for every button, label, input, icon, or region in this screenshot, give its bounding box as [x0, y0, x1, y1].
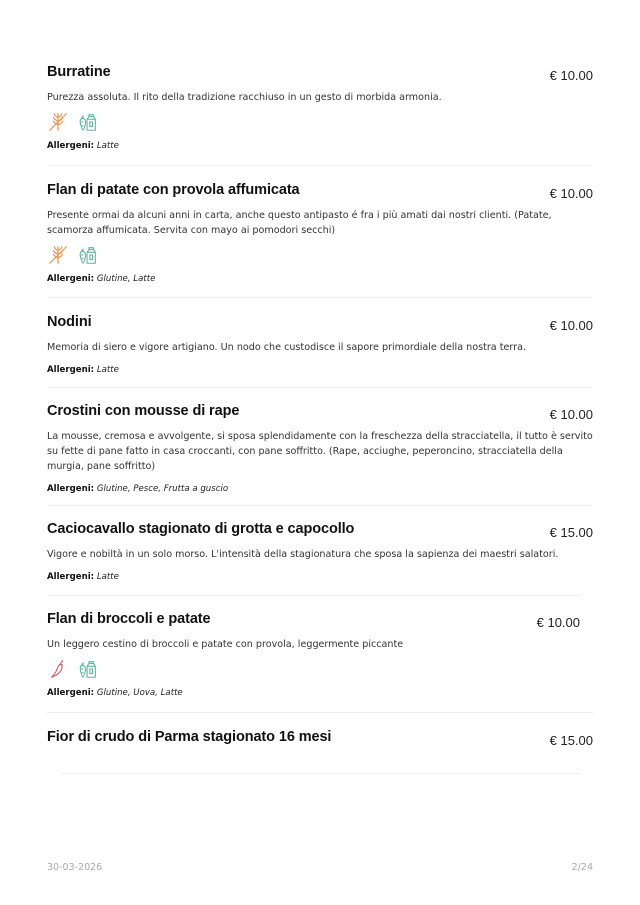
item-description: Presente ormai da alcuni anni in carta, anche questo antipasto é fra i più amati dai nostri clienti. (Patate, scamorza affumicata. Servita con mayo ai pomodori secchi) [47, 210, 552, 236]
item-price: € 10.00 [549, 68, 593, 83]
menu-item [47, 64, 593, 151]
item-price: € 10.00 [549, 318, 593, 333]
item-title: Flan di broccoli e patate [47, 611, 211, 627]
vegetarian-icon [77, 244, 99, 266]
allergens-label: Allergeni: [47, 688, 95, 698]
footer-date: 30-03-2026 [47, 862, 103, 873]
diet-icons [47, 109, 593, 135]
allergens-label: Allergeni: [47, 365, 95, 375]
footer-page-number: 2/24 [571, 862, 593, 873]
separator [47, 165, 593, 166]
allergens-label: Allergeni: [47, 141, 95, 151]
allergens [47, 572, 593, 582]
gluten-free-icon [47, 111, 69, 133]
item-description: Purezza assoluta. Il rito della tradizione racchiuso in un gesto di morbida armonia. [47, 92, 442, 103]
item-price: € 10.00 [549, 407, 593, 422]
item-title: Nodini [47, 314, 92, 330]
separator [47, 712, 593, 713]
item-price: € 10.00 [536, 615, 580, 630]
item-price: € 15.00 [549, 733, 593, 748]
allergens-label: Allergeni: [47, 484, 95, 494]
item-title: Crostini con mousse di rape [47, 403, 240, 419]
separator [62, 773, 580, 774]
allergens [47, 274, 593, 284]
menu-item [47, 521, 593, 582]
allergens-label: Allergeni: [47, 572, 95, 582]
allergens-value: Latte [96, 572, 119, 582]
allergens [47, 141, 593, 151]
allergens-value: Glutine, Uova, Latte [96, 688, 183, 698]
item-description: Memoria di siero e vigore artigiano. Un nodo che custodisce il sapore primordiale della nostra terra. [47, 342, 527, 353]
gluten-free-icon [47, 244, 69, 266]
item-description: Vigore e nobiltà in un solo morso. L'intensità della stagionatura che sposa la sapienza dei maestri salatori. [47, 549, 559, 560]
allergens-label: Allergeni: [47, 274, 95, 284]
allergens [47, 365, 593, 375]
allergens-value: Latte [96, 365, 119, 375]
allergens [47, 484, 593, 494]
menu-item [47, 314, 593, 375]
separator [47, 387, 593, 388]
menu-item [47, 182, 593, 284]
item-title: Burratine [47, 64, 111, 80]
separator [47, 297, 593, 298]
menu-item [47, 729, 593, 753]
item-description: La mousse, cremosa e avvolgente, si sposa splendidamente con la freschezza della stracciatella, il tutto è servito su fette di pane fatto in casa croccanti, con pane soffritto. (Rape, acciughe, peperoncino, stracciatella della murgia, pane soffritto) [47, 431, 593, 472]
allergens [47, 688, 580, 698]
vegetarian-icon [77, 111, 99, 133]
allergens-value: Glutine, Latte [96, 274, 156, 284]
allergens-value: Glutine, Pesce, Frutta a guscio [96, 484, 229, 494]
allergens-value: Latte [96, 141, 119, 151]
diet-icons [47, 656, 580, 682]
spicy-icon [47, 658, 69, 680]
item-title: Flan di patate con provola affumicata [47, 182, 300, 198]
diet-icons [47, 242, 593, 268]
vegetarian-icon [77, 658, 99, 680]
separator [47, 595, 580, 596]
menu-item [47, 403, 593, 494]
item-price: € 10.00 [549, 186, 593, 201]
item-description: Un leggero cestino di broccoli e patate con provola, leggermente piccante [47, 639, 404, 650]
item-title: Fior di crudo di Parma stagionato 16 mesi [47, 729, 332, 745]
item-title: Caciocavallo stagionato di grotta e capocollo [47, 521, 355, 537]
menu-item [47, 611, 580, 698]
item-price: € 15.00 [549, 525, 593, 540]
separator [47, 505, 593, 506]
